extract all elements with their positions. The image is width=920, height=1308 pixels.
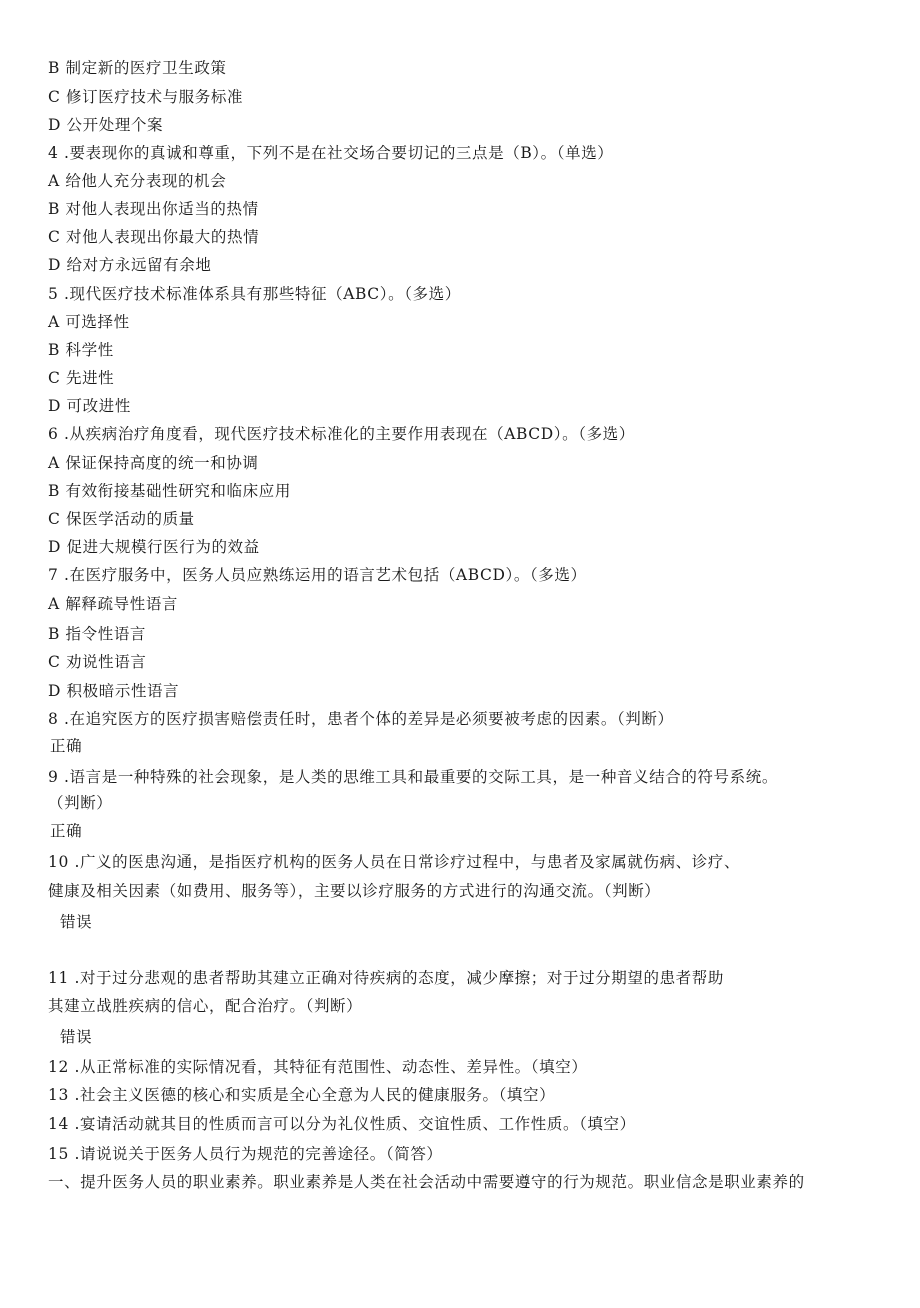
option-line: B 对他人表现出你适当的热情 xyxy=(48,200,259,218)
question-line: 15 .请说说关于医务人员行为规范的完善途径。（简答） xyxy=(48,1145,443,1163)
option-line: A 可选择性 xyxy=(48,313,130,331)
option-line: D 公开处理个案 xyxy=(48,116,164,134)
option-line: C 对他人表现出你最大的热情 xyxy=(48,228,260,246)
option-line: A 保证保持高度的统一和协调 xyxy=(48,454,259,472)
question-line: 12 .从正常标准的实际情况看，其特征有范围性、动态性、差异性。（填空） xyxy=(48,1058,588,1076)
question-line: （判断） xyxy=(48,794,113,812)
option-line: D 给对方永远留有余地 xyxy=(48,256,212,274)
option-line: C 先进性 xyxy=(48,369,115,387)
answer-line: 错误 xyxy=(60,1028,93,1046)
option-line: D 促进大规模行医行为的效益 xyxy=(48,538,260,556)
option-line: B 制定新的医疗卫生政策 xyxy=(48,59,227,77)
option-line: B 有效衔接基础性研究和临床应用 xyxy=(48,482,291,500)
option-line: B 指令性语言 xyxy=(48,625,147,643)
question-line: 13 .社会主义医德的核心和实质是全心全意为人民的健康服务。（填空） xyxy=(48,1086,556,1104)
option-line: A 给他人充分表现的机会 xyxy=(48,172,227,190)
question-line: 其建立战胜疾病的信心，配合治疗。（判断） xyxy=(48,997,363,1015)
question-line: 9 .语言是一种特殊的社会现象，是人类的思维工具和最重要的交际工具，是一种音义结合的符号系统。 xyxy=(48,768,778,786)
answer-line: 正确 xyxy=(50,737,83,755)
question-line: 5 .现代医疗技术标准体系具有那些特征（ABC）。（多选） xyxy=(48,285,461,303)
answer-line: 错误 xyxy=(60,913,93,931)
question-line: 6 .从疾病治疗角度看，现代医疗技术标准化的主要作用表现在（ABCD）。（多选） xyxy=(48,425,635,443)
option-line: C 劝说性语言 xyxy=(48,653,147,671)
option-line: B 科学性 xyxy=(48,341,114,359)
answer-line: 一、提升医务人员的职业素养。职业素养是人类在社会活动中需要遵守的行为规范。职业信念是职业素养的 xyxy=(48,1173,805,1191)
option-line: D 可改进性 xyxy=(48,397,131,415)
option-line: A 解释疏导性语言 xyxy=(48,595,179,613)
option-line: C 修订医疗技术与服务标准 xyxy=(48,88,244,106)
question-line: 8 .在追究医方的医疗损害赔偿责任时，患者个体的差异是必须要被考虑的因素。（判断） xyxy=(48,710,674,728)
option-line: C 保医学活动的质量 xyxy=(48,510,195,528)
question-line: 11 .对于过分悲观的患者帮助其建立正确对待疾病的态度，减少摩擦；对于过分期望的患者帮助 xyxy=(48,969,724,987)
question-line: 7 .在医疗服务中，医务人员应熟练运用的语言艺术包括（ABCD）。（多选） xyxy=(48,566,587,584)
question-line: 10 .广义的医患沟通，是指医疗机构的医务人员在日常诊疗过程中，与患者及家属就伤病、诊疗、 xyxy=(48,853,741,871)
question-line: 4 .要表现你的真诚和尊重，下列不是在社交场合要切记的三点是（B）。（单选） xyxy=(48,144,614,162)
answer-line: 正确 xyxy=(50,822,83,840)
option-line: D 积极暗示性语言 xyxy=(48,682,180,700)
question-line: 14 .宴请活动就其目的性质而言可以分为礼仪性质、交谊性质、工作性质。（填空） xyxy=(48,1115,636,1133)
question-line: 健康及相关因素（如费用、服务等），主要以诊疗服务的方式进行的沟通交流。（判断） xyxy=(48,882,661,900)
